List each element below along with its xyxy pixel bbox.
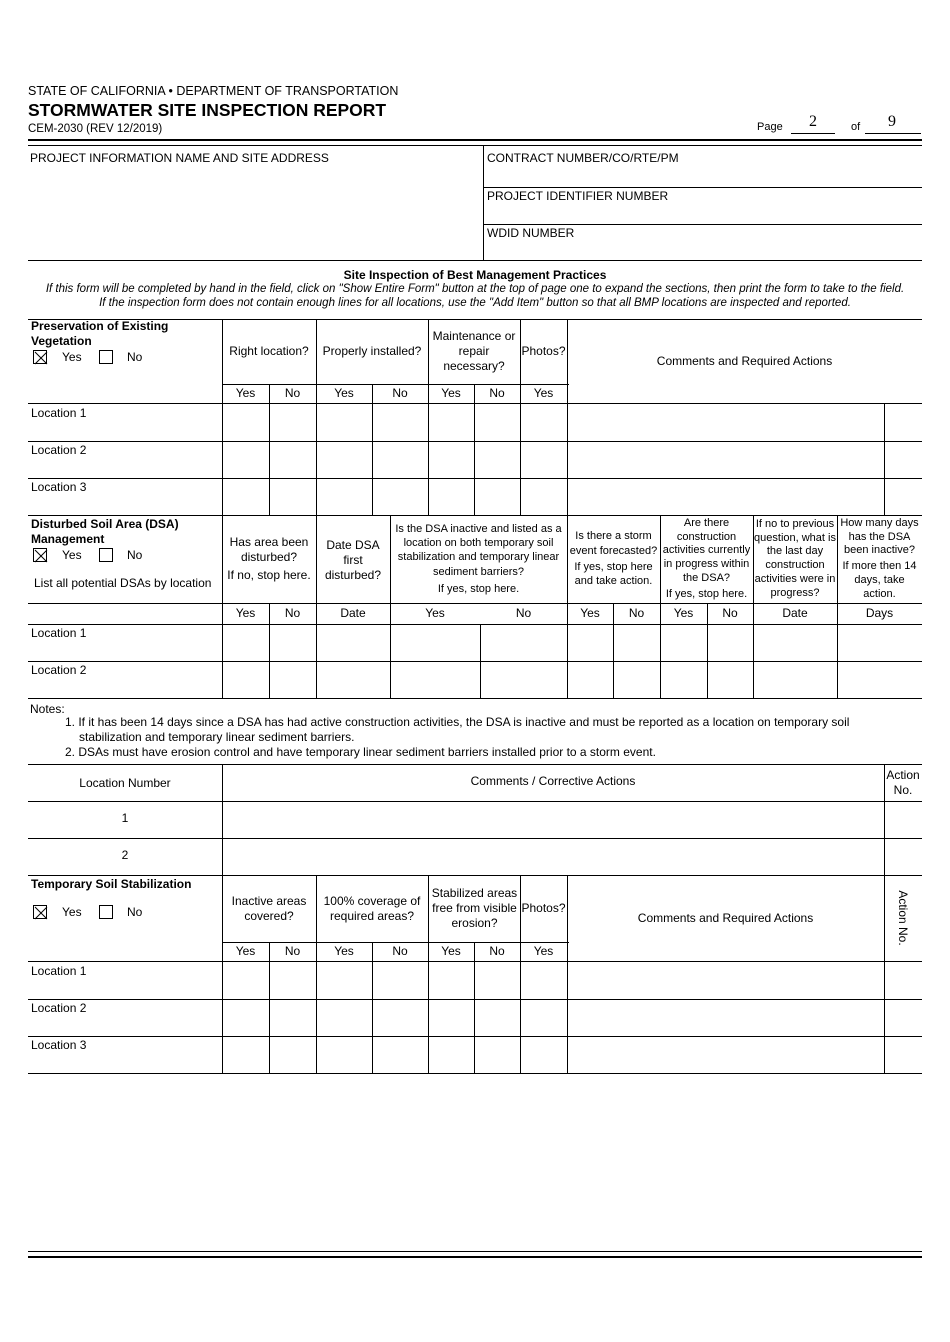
col-action-no-2: No. bbox=[893, 782, 913, 797]
col-corrective-comments: Comments / Corrective Actions bbox=[470, 773, 636, 788]
table-row-label: Location 1 bbox=[31, 964, 87, 978]
preservation-title-1: Preservation of Existing bbox=[31, 319, 169, 333]
col-action-no-1: Action bbox=[886, 768, 920, 783]
dsa-list-label: List all potential DSAs by location bbox=[34, 576, 212, 590]
yes-header: Yes bbox=[235, 386, 256, 400]
col-days-inactive-text: How many days has the DSA been inactive? bbox=[840, 516, 919, 557]
dsa-no-checkbox[interactable] bbox=[99, 548, 113, 562]
agency-name: STATE OF CALIFORNIA • DEPARTMENT OF TRANSPORTATION bbox=[28, 84, 399, 98]
col-activities bbox=[661, 515, 752, 603]
dsa-yes-checkbox[interactable] bbox=[33, 548, 47, 562]
no-header: No bbox=[628, 606, 645, 620]
x-mark-icon bbox=[34, 906, 48, 920]
table-row-label: Location 2 bbox=[31, 1001, 87, 1015]
col-right-location: Right location? bbox=[229, 344, 309, 358]
col-activities-text: Are there construction activities currently in progress within the DSA? bbox=[662, 516, 751, 584]
wdid-field[interactable] bbox=[487, 241, 919, 259]
contract-number-label: CONTRACT NUMBER/CO/RTE/PM bbox=[487, 151, 679, 165]
project-identifier-label: PROJECT IDENTIFIER NUMBER bbox=[487, 189, 669, 203]
table-row-label: Location 1 bbox=[31, 626, 87, 640]
col-comments: Comments and Required Actions bbox=[637, 910, 814, 925]
form-title: STORMWATER SITE INSPECTION REPORT bbox=[28, 100, 387, 120]
of-label: of bbox=[851, 121, 861, 133]
yes-header: Yes bbox=[441, 944, 461, 958]
wdid-label: WDID NUMBER bbox=[487, 226, 575, 240]
col-activities-note: If yes, stop here. bbox=[665, 587, 748, 600]
col-inactive-text: Is the DSA inactive and listed as a location on both temporary soil stabilization and temporary linear sediment barriers? bbox=[395, 522, 562, 578]
instructions-line-2: If the inspection form does not contain enough lines for all locations, use the "Add Item" button so that all BMP locations are inspected and reported. bbox=[99, 297, 851, 309]
col-properly-installed: Properly installed? bbox=[322, 344, 422, 358]
preservation-title-2: Vegetation bbox=[31, 334, 92, 348]
stabilization-title: Temporary Soil Stabilization bbox=[31, 877, 192, 891]
col-inactive-covered: Inactive areas covered? bbox=[231, 893, 307, 923]
no-header: No bbox=[722, 606, 738, 620]
yes-header: Yes bbox=[235, 606, 256, 620]
project-identifier-field[interactable] bbox=[487, 204, 919, 224]
col-inactive bbox=[392, 517, 565, 601]
yes-header: Yes bbox=[334, 944, 354, 958]
stabilization-yes-checkbox[interactable] bbox=[33, 905, 47, 919]
no-header: No bbox=[392, 386, 408, 400]
col-action-no-rotated: Action No. bbox=[896, 890, 910, 946]
dsa-title-1: Disturbed Soil Area (DSA) bbox=[31, 517, 179, 531]
table-row-label: Location 3 bbox=[31, 480, 87, 494]
col-last-day: If no to previous question, what is the last day construction activities were in progress? bbox=[754, 517, 836, 599]
note-2: 2. DSAs must have erosion control and have temporary linear sediment barriers installed prior to a storm event. bbox=[65, 745, 656, 759]
col-storm-note: If yes, stop here and take action. bbox=[574, 561, 653, 588]
col-comments: Comments and Required Actions bbox=[656, 353, 833, 368]
footer-rule-thin bbox=[28, 1251, 922, 1252]
notes-label: Notes: bbox=[30, 702, 65, 716]
dsa-no-label: No bbox=[127, 548, 143, 562]
preservation-no-checkbox[interactable] bbox=[99, 350, 113, 364]
col-date-first: Date DSA first disturbed? bbox=[324, 537, 382, 582]
col-photos: Photos? bbox=[521, 901, 566, 915]
col-area-disturbed-note: If no, stop here. bbox=[227, 568, 311, 582]
x-mark-icon bbox=[34, 549, 48, 563]
yes-header: Yes bbox=[425, 606, 445, 620]
dsa-yes-label: Yes bbox=[62, 548, 82, 562]
yes-header: Yes bbox=[533, 386, 554, 400]
bmp-heading: Site Inspection of Best Management Practices bbox=[343, 268, 607, 282]
page-indicator bbox=[757, 113, 921, 137]
table-row-label: Location 3 bbox=[31, 1038, 87, 1052]
col-storm-text: Is there a storm event forecasted? bbox=[569, 530, 658, 557]
page-total[interactable]: 9 bbox=[888, 113, 896, 130]
contract-number-field[interactable] bbox=[487, 166, 919, 186]
date-header: Date bbox=[782, 606, 808, 620]
dsa-title-2: Management bbox=[31, 532, 105, 546]
preservation-yes-checkbox[interactable] bbox=[33, 350, 47, 364]
preservation-yes-label: Yes bbox=[62, 350, 82, 364]
table-row-number: 2 bbox=[121, 848, 129, 862]
table-row-label: Location 2 bbox=[31, 443, 87, 457]
col-days-inactive bbox=[838, 515, 921, 603]
yes-header: Yes bbox=[673, 606, 694, 620]
header-rule bbox=[28, 139, 922, 141]
project-info-label: PROJECT INFORMATION NAME AND SITE ADDRESS bbox=[30, 151, 329, 165]
note-1a: 1. If it has been 14 days since a DSA has had active construction activities, the DSA is inactive and must be reported as a location on temporary soil bbox=[65, 715, 850, 729]
form-number: CEM-2030 (REV 12/2019) bbox=[28, 123, 163, 135]
yes-header: Yes bbox=[334, 386, 354, 400]
project-info-field[interactable] bbox=[30, 168, 478, 256]
preservation-no-label: No bbox=[127, 350, 143, 364]
col-photos: Photos? bbox=[521, 344, 566, 358]
stabilization-yes-label: Yes bbox=[62, 905, 82, 919]
stabilization-no-label: No bbox=[127, 905, 143, 919]
header-rule-thin bbox=[28, 145, 922, 146]
x-mark-icon bbox=[34, 351, 48, 365]
col-days-inactive-note: If more then 14 days, take action. bbox=[842, 560, 917, 600]
yes-header: Yes bbox=[235, 944, 256, 958]
no-header: No bbox=[284, 606, 301, 620]
no-header: No bbox=[489, 944, 505, 958]
note-1b: stabilization and temporary linear sediment barriers. bbox=[79, 730, 355, 744]
no-header: No bbox=[284, 944, 301, 958]
date-header: Date bbox=[340, 606, 366, 620]
yes-header: Yes bbox=[533, 944, 554, 958]
col-coverage: 100% coverage of required areas? bbox=[323, 893, 421, 923]
table-row-number: 1 bbox=[121, 811, 129, 825]
col-storm bbox=[568, 517, 659, 601]
table-row-label: Location 2 bbox=[31, 663, 87, 677]
instructions-line-1: If this form will be completed by hand in the field, click on "Show Entire Form" button at the top of page one to expand the sections, then print the form to take to the field. bbox=[45, 283, 905, 295]
page-label: Page bbox=[757, 121, 783, 133]
col-action-no bbox=[884, 764, 922, 801]
table-row-label: Location 1 bbox=[31, 406, 87, 420]
no-header: No bbox=[489, 386, 505, 400]
col-maintenance: Maintenance or repair necessary? bbox=[432, 329, 516, 373]
days-header: Days bbox=[865, 606, 894, 620]
no-header: No bbox=[284, 386, 301, 400]
col-area-disturbed-text: Has area been disturbed? bbox=[229, 535, 309, 564]
col-area-disturbed bbox=[224, 532, 314, 586]
col-inactive-note: If yes, stop here. bbox=[437, 582, 520, 595]
footer-rule bbox=[28, 1256, 922, 1258]
col-stabilized: Stabilized areas free from visible erosion? bbox=[431, 886, 518, 930]
yes-header: Yes bbox=[441, 386, 461, 400]
no-header: No bbox=[515, 606, 532, 620]
yes-header: Yes bbox=[580, 606, 600, 620]
page-current[interactable]: 2 bbox=[809, 113, 817, 130]
col-location-number: Location Number bbox=[79, 776, 171, 790]
no-header: No bbox=[392, 944, 408, 958]
stabilization-no-checkbox[interactable] bbox=[99, 905, 113, 919]
